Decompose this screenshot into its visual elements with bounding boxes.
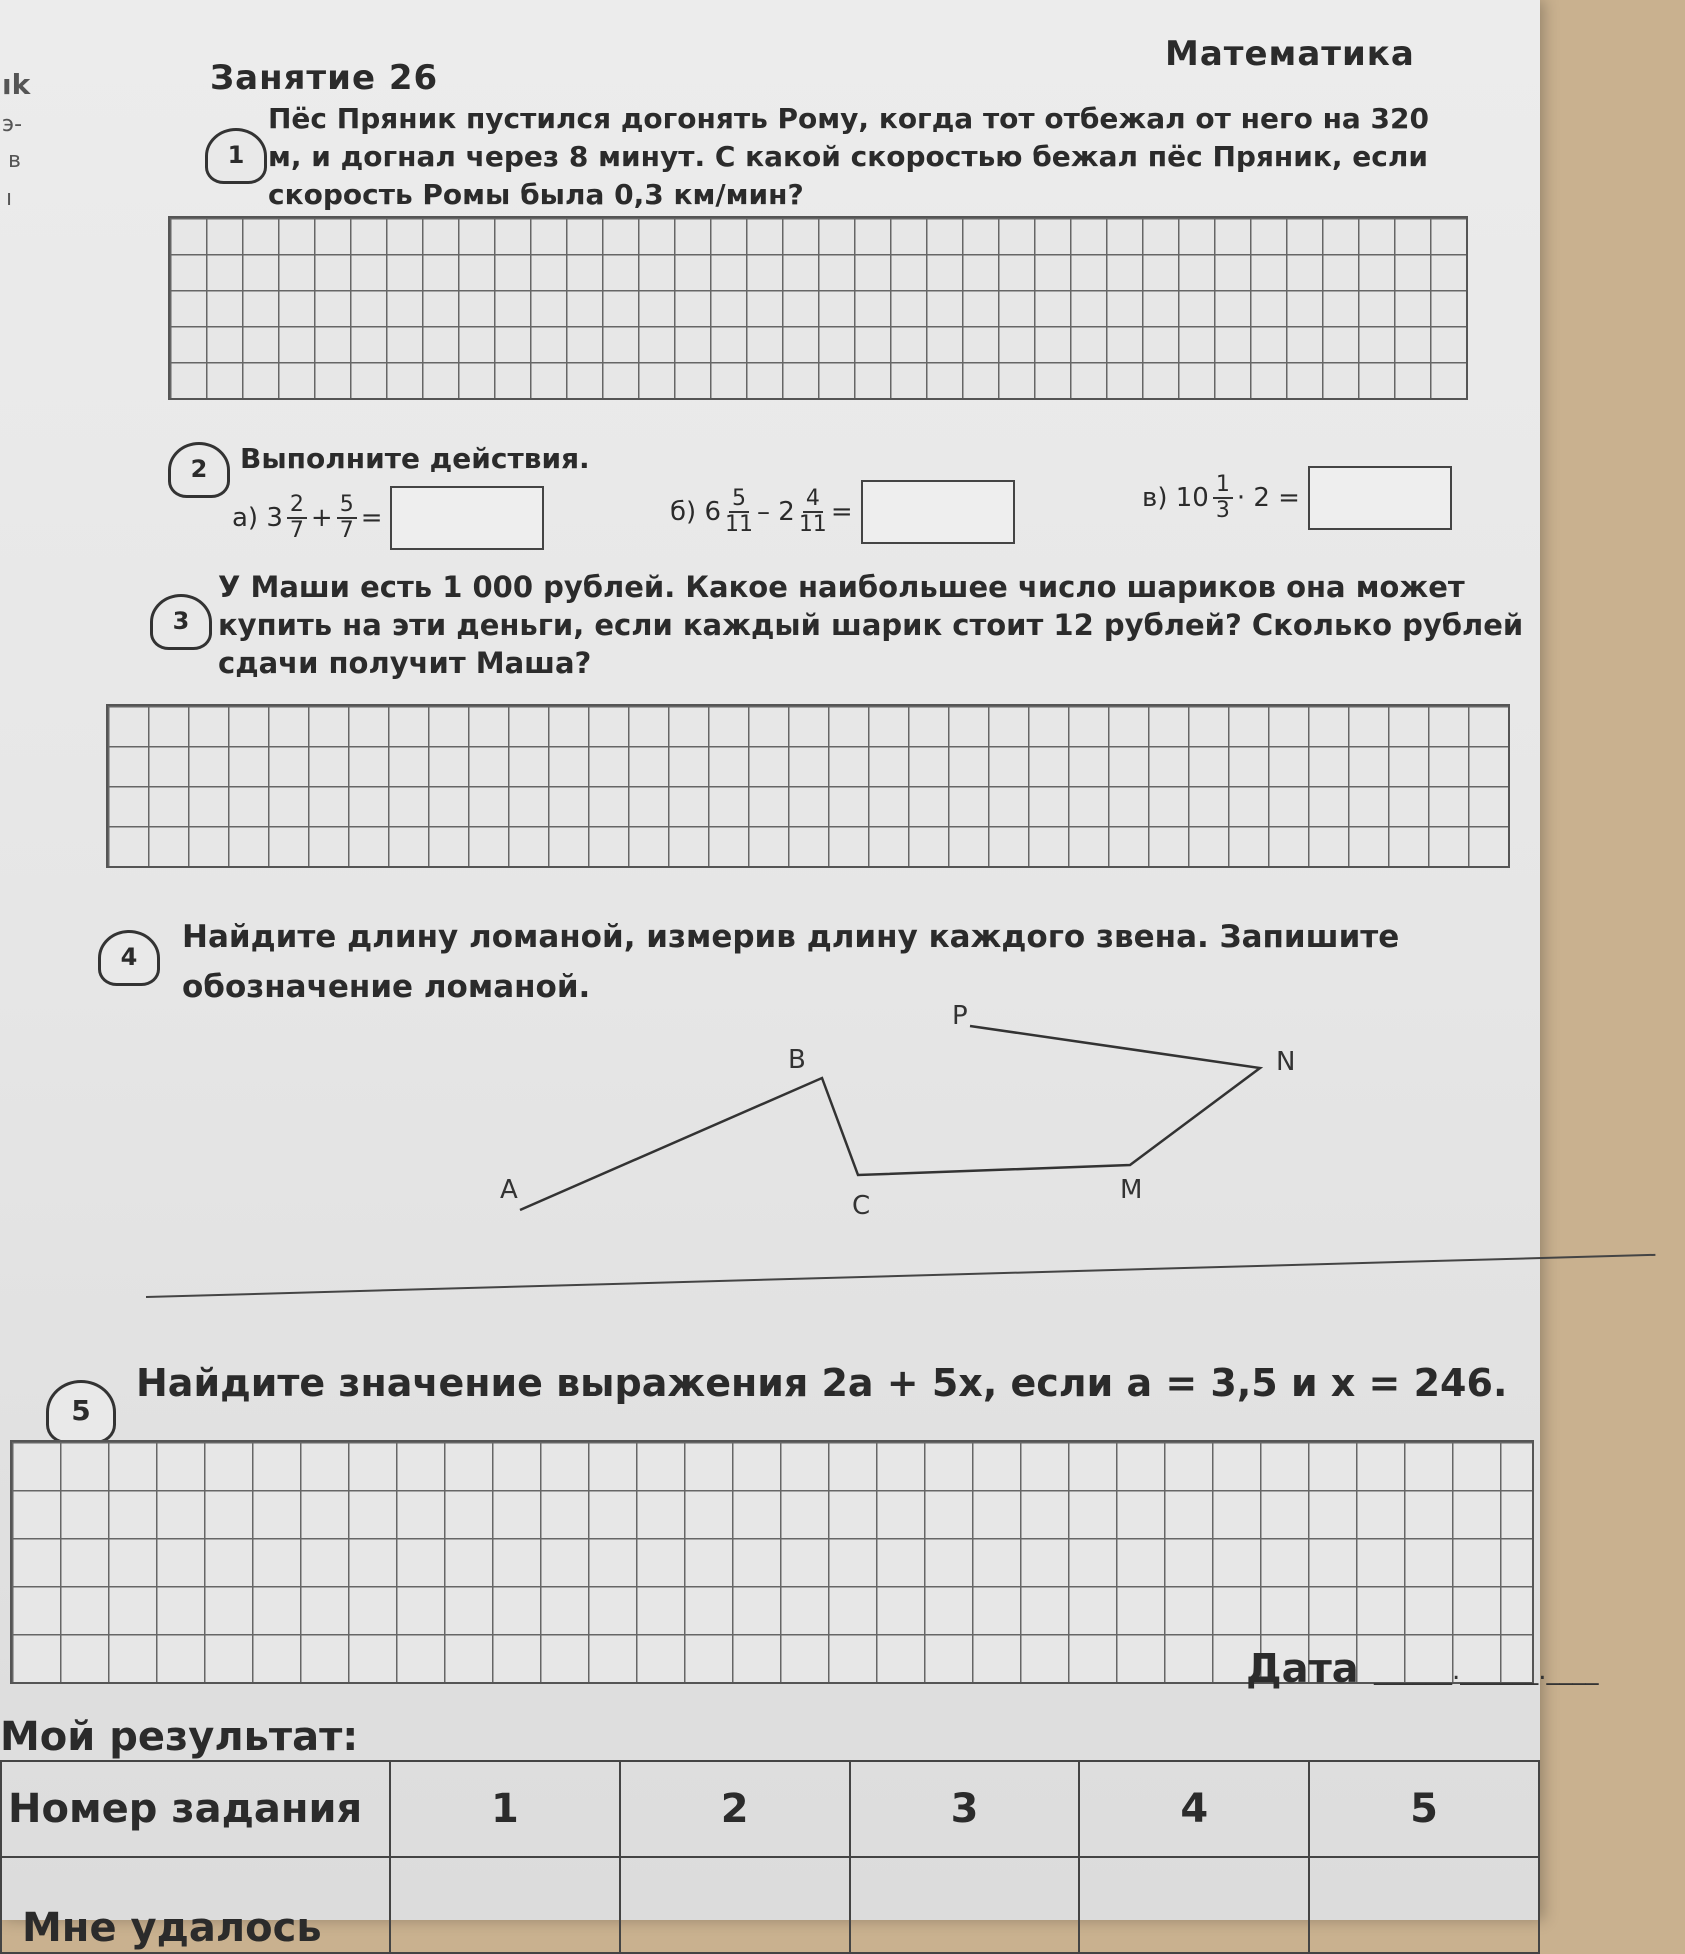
result-label: Мой результат: [0,1714,359,1760]
task-number-cell: 4 [1079,1761,1309,1857]
subject-title: Математика [1165,34,1415,74]
result-table [0,1760,1540,1954]
answer-box-a[interactable] [390,486,544,550]
fraction: $\frac{2}{7}$ [287,493,307,543]
task2-expression-b [670,480,1015,544]
expr-operator: – [757,497,770,527]
task2-expression-c [1142,466,1452,530]
point-label-b: B [788,1045,806,1075]
point-label-m: M [1120,1175,1143,1205]
answer-box-b[interactable] [861,480,1015,544]
success-label: Мне удалось [1,1857,390,1953]
expr-operator: + [310,503,333,533]
success-cell[interactable] [620,1857,850,1953]
task1-text: Пёс Пряник пустился догонять Рому, когда тот отбежал от него на 320 м, и догнал через 8 минут. С какой скоростью бежал пёс Пряник, если скорость Ромы была 0,3 км/мин? [268,102,1430,211]
answer-box-c[interactable] [1308,466,1452,530]
task4-text: Найдите длину ломаной, измерив длину каждого звена. Запишите обозначение ломаной. [182,919,1400,1005]
point-label-c: C [852,1191,871,1221]
success-cell[interactable] [390,1857,620,1953]
fraction: $\frac{5}{7}$ [337,493,357,543]
expr-label: б) [670,497,697,527]
date-label: Дата [1246,1646,1359,1692]
task-number-cell: 1 [390,1761,620,1857]
polyline-figure [480,1000,1320,1240]
point-label-p: P [952,1001,968,1031]
point-label-a: A [500,1175,518,1205]
success-cell[interactable] [850,1857,1080,1953]
date-field[interactable]: ______.______.____ [1374,1656,1599,1686]
task3-answer-grid[interactable] [106,704,1510,868]
fraction: $\frac{1}{3}$ [1213,473,1233,523]
margin-mark: в [8,148,21,173]
point-label-n: N [1276,1047,1296,1077]
lesson-title: Занятие 26 [210,58,439,98]
fraction: $\frac{4}{11}$ [798,486,827,537]
task2-expression-a [232,486,544,550]
success-cell[interactable] [1309,1857,1539,1953]
task-number-cell: 2 [620,1761,850,1857]
table-row [1,1857,1539,1953]
expr-operator: · 2 [1236,483,1270,513]
task3-text: У Маши есть 1 000 рублей. Какое наибольшее число шариков она может купить на эти деньги, если каждый шарик стоит 12 рублей? Сколько рублей сдачи получит Маша? [218,570,1524,680]
task1-answer-grid[interactable] [168,216,1468,400]
task5-text: Найдите значение выражения 2a + 5x, если a = 3,5 и x = 246. [136,1361,1508,1405]
expr-equals: = [830,497,853,527]
expr-whole: 2 [778,497,795,527]
table-row [1,1761,1539,1857]
polyline-apcmnp [520,1026,1260,1210]
task-number-badge: 4 [98,930,160,986]
margin-mark: э- [2,112,23,137]
answer-line[interactable] [146,1254,1655,1298]
task-number-cell: 3 [850,1761,1080,1857]
success-cell[interactable] [1079,1857,1309,1953]
expr-whole: 3 [266,503,283,533]
margin-mark: ı [6,186,13,211]
expr-label: а) [232,503,259,533]
expr-equals: = [1278,483,1300,513]
expr-equals: = [360,503,383,533]
task-number-badge: 1 [205,128,267,184]
fraction: $\frac{5}{11}$ [725,486,753,537]
task-number-label: Номер задания [1,1761,390,1857]
task-number-cell: 5 [1309,1761,1539,1857]
task-number-badge: 2 [168,442,230,498]
expr-whole: 10 [1175,483,1209,513]
task-number-badge: 5 [46,1380,116,1444]
expr-whole: 6 [704,497,721,527]
task-number-badge: 3 [150,594,212,650]
expr-label: в) [1142,483,1168,513]
margin-mark: ık [2,68,31,101]
task2-text: Выполните действия. [240,442,590,475]
